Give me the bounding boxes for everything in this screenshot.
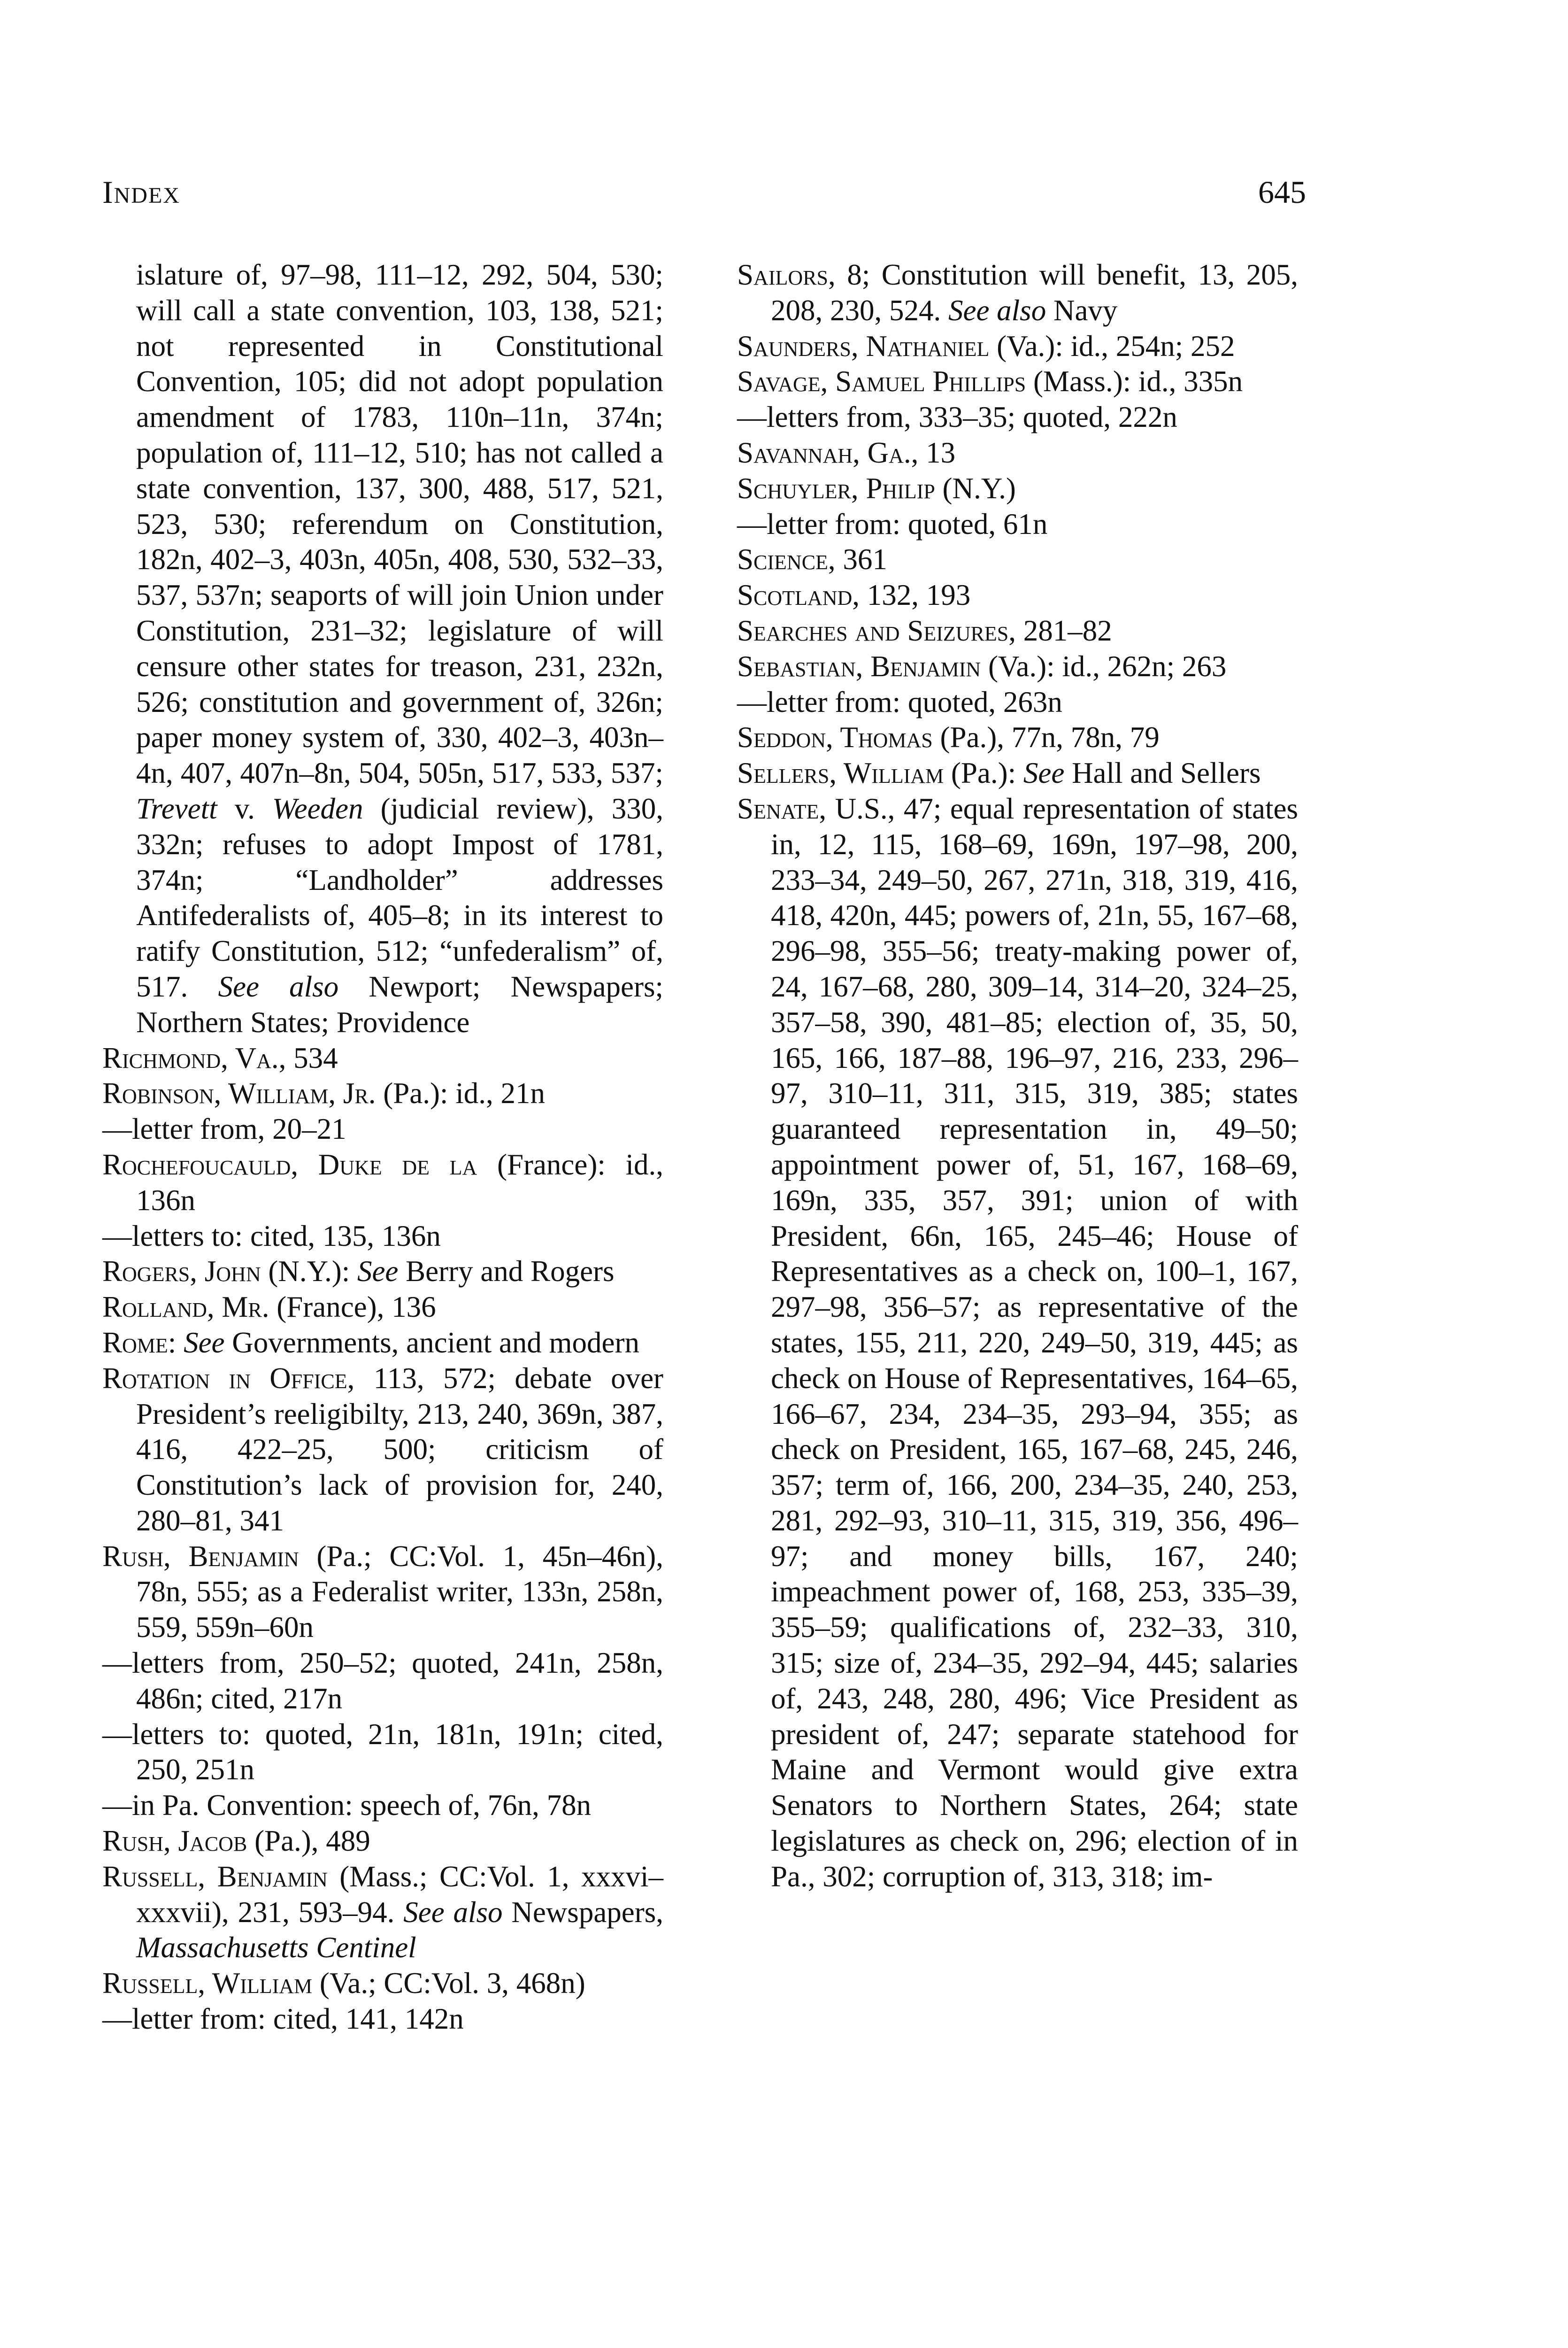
entry-text: , 13: [911, 436, 956, 469]
entry-text: (Va.; CC:Vol. 3, 468n): [312, 1967, 585, 2000]
entry-text: (Va.): id., 262n; 263: [981, 649, 1227, 683]
entry-text: (Va.): id., 254n; 252: [989, 329, 1235, 363]
page-number: 645: [1258, 174, 1306, 210]
entry-head: Russell, William: [102, 1967, 313, 2000]
index-column-left: [102, 257, 663, 2037]
index-entry: [737, 329, 1298, 364]
entry-text: (France), 136: [269, 1290, 436, 1324]
entry-head: Searches and Seizures: [737, 614, 1009, 647]
entry-text: (N.Y.): See Berry and Rogers: [261, 1255, 615, 1288]
running-head-title: Index: [102, 174, 180, 210]
index-subentry: [737, 507, 1298, 542]
entry-text: —letters from, 250–52; quoted, 241n, 258n, 486n; cited, 217n: [102, 1646, 663, 1715]
index-column-right: [737, 257, 1298, 1895]
entry-head: Sellers, William: [737, 757, 944, 790]
index-entry: [102, 1254, 663, 1290]
index-entry: [102, 1539, 663, 1645]
entry-text: —in Pa. Convention: speech of, 76n, 78n: [102, 1789, 592, 1822]
entry-text: , 361: [828, 543, 887, 576]
index-entry: [737, 364, 1298, 400]
entry-head: Senate, U.S.: [737, 792, 888, 825]
running-head: [102, 174, 1306, 225]
entry-head: Russell, Benjamin: [102, 1860, 328, 1893]
index-entry: [102, 1859, 663, 1966]
index-entry: [102, 1147, 663, 1219]
index-subentry: [102, 1717, 663, 1788]
entry-head: Savage, Samuel Phillips: [737, 365, 1026, 398]
index-subentry: [102, 2001, 663, 2037]
index-entry: [102, 1823, 663, 1859]
index-entry: [102, 257, 663, 1041]
entry-text: , 132, 193: [852, 579, 971, 612]
entry-text: —letters to: quoted, 21n, 181n, 191n; cited, 250, 251n: [102, 1717, 663, 1786]
entry-head: Rolland, Mr.: [102, 1290, 269, 1324]
index-entry: [737, 542, 1298, 578]
entry-text: : See Governments, ancient and modern: [168, 1326, 639, 1359]
entry-head: Richmond, Va.: [102, 1041, 279, 1074]
index-subentry: [102, 1788, 663, 1823]
entry-text: —letter from, 20–21: [102, 1112, 346, 1146]
entry-head: Rochefoucauld, Duke de la: [102, 1148, 477, 1181]
entry-text: (Pa.), 489: [247, 1824, 370, 1858]
entry-text: (Pa.; CC:Vol. 1, 45n–46n), 78n, 555; as a Federalist writer, 133n, 258n, 559, 559n–60n: [136, 1539, 663, 1644]
index-subentry: [102, 1645, 663, 1717]
entry-head: Savannah, Ga.: [737, 436, 911, 469]
index-entry: [737, 435, 1298, 471]
index-entry: [737, 257, 1298, 329]
entry-head: Rogers, John: [102, 1255, 261, 1288]
index-subentry: [102, 1112, 663, 1147]
index-subentry: [102, 1219, 663, 1254]
entry-text: (Pa.), 77n, 78n, 79: [932, 721, 1160, 754]
entry-text: , 113, 572; debate over President’s reeligibilty, 213, 240, 369n, 387, 416, 422–25, 500; criticism of Constitution’s lack of provision for, 240, 280–81, 341: [136, 1361, 664, 1537]
entry-text: , 8; Constitution will benefit, 13, 205, 208, 230, 524. See also Navy: [771, 258, 1298, 327]
entry-head: Seddon, Thomas: [737, 721, 933, 754]
entry-text: , 534: [278, 1041, 338, 1074]
entry-text: islature of, 97–98, 111–12, 292, 504, 530; will call a state convention, 103, 138, 521; not represented in Constitutional Convention, 105; did not adopt population amendment of 1783, 110n–11n, 374n; population of, 111–12, 510; has not called a state convention, 137, 300, 488, 517, 521, 523, 530; referendum on Constitution, 182n, 402–3, 403n, 405n, 408, 530, 532–33, 537, 537n; seaports of will join Union under Constitution, 231–32; legislature of will censure other states for treason, 231, 232n, 526; constitution and government of, 326n; paper money system of, 330, 402–3, 403n–4n, 407, 407n–8n, 504, 505n, 517, 533, 537; Trevett v. Weeden (judicial review), 330, 332n; refuses to adopt Impost of 1781, 374n; “Landholder” addresses Antifederalists of, 405–8; in its interest to ratify Constitution, 512; “unfederalism” of, 517. See also Newport; Newspapers; Northern States; Providence: [136, 258, 664, 1039]
index-subentry: [737, 400, 1298, 435]
index-entry: [102, 1041, 663, 1076]
entry-text: (France): id., 136n: [136, 1148, 663, 1217]
index-entry: [737, 720, 1298, 756]
index-entry: [102, 1290, 663, 1325]
entry-text: (Mass.; CC:Vol. 1, xxxvi–xxxvii), 231, 593–94. See also Newspapers, Massachusetts Centinel: [136, 1860, 663, 1964]
entry-text: —letters to: cited, 135, 136n: [102, 1219, 441, 1252]
entry-text: —letters from, 333–35; quoted, 222n: [737, 401, 1177, 434]
entry-head: Scotland: [737, 579, 853, 612]
index-entry: [102, 1361, 663, 1539]
entry-head: Rush, Jacob: [102, 1824, 247, 1858]
index-entry: [102, 1325, 663, 1361]
index-entry: [102, 1966, 663, 2001]
index-entry: [737, 613, 1298, 649]
index-entry: [102, 1076, 663, 1112]
index-entry: [737, 649, 1298, 685]
entry-head: Sailors: [737, 258, 828, 291]
entry-head: Saunders, Nathaniel: [737, 329, 990, 363]
entry-text: , 281–82: [1008, 614, 1112, 647]
entry-text: , 47; equal representation of states in, 12, 115, 168–69, 169n, 197–98, 200, 233–34, 249–50, 267, 271n, 318, 319, 416, 418, 420n, 445; powers of, 21n, 55, 167–68, 296–98, 355–56; treaty-making power of, 24, 167–68, 280, 309–14, 314–20, 324–25, 357–58, 390, 481–85; election of, 35, 50, 165, 166, 187–88, 196–97, 216, 233, 296–97, 310–11, 311, 315, 319, 385; states guaranteed representation in, 49–50; appointment power of, 51, 167, 168–69, 169n, 335, 357, 391; union of with President, 66n, 165, 245–46; House of Representatives as a check on, 100–1, 167, 297–98, 356–57; as representative of the states, 155, 211, 220, 249–50, 319, 445; as check on House of Representatives, 164–65, 166–67, 234, 234–35, 293–94, 355; as check on President, 165, 167–68, 245, 246, 357; term of, 166, 200, 234–35, 240, 253, 281, 292–93, 310–11, 315, 319, 356, 496–97; and money bills, 167, 240; impeachment power of, 168, 253, 335–39, 355–59; qualifications of, 232–33, 310, 315; size of, 234–35, 292–94, 445; salaries of, 243, 248, 280, 496; Vice President as president of, 247; separate statehood for Maine and Vermont would give extra Senators to Northern States, 264; state legislatures as check on, 296; election of in Pa., 302; corruption of, 313, 318; im-: [771, 792, 1298, 1893]
entry-head: Rush, Benjamin: [102, 1539, 299, 1573]
entry-text: —letter from: quoted, 61n: [737, 507, 1048, 541]
entry-text: —letter from: quoted, 263n: [737, 685, 1062, 718]
entry-head: Schuyler, Philip: [737, 471, 935, 505]
entry-text: (Mass.): id., 335n: [1026, 365, 1243, 398]
entry-text: —letter from: cited, 141, 142n: [102, 2002, 464, 2036]
entry-head: Robinson, William, Jr.: [102, 1077, 376, 1110]
entry-head: Rotation in Office: [102, 1361, 347, 1395]
index-entry: [737, 471, 1298, 507]
entry-head: Rome: [102, 1326, 168, 1359]
index-subentry: [737, 685, 1298, 720]
entry-text: (Pa.): See Hall and Sellers: [944, 757, 1261, 790]
entry-text: (N.Y.): [935, 471, 1016, 505]
index-entry: [737, 578, 1298, 613]
index-entry: [737, 791, 1298, 1895]
entry-head: Science: [737, 543, 828, 576]
index-entry: [737, 756, 1298, 791]
entry-head: Sebastian, Benjamin: [737, 649, 981, 683]
entry-text: (Pa.): id., 21n: [376, 1077, 545, 1110]
